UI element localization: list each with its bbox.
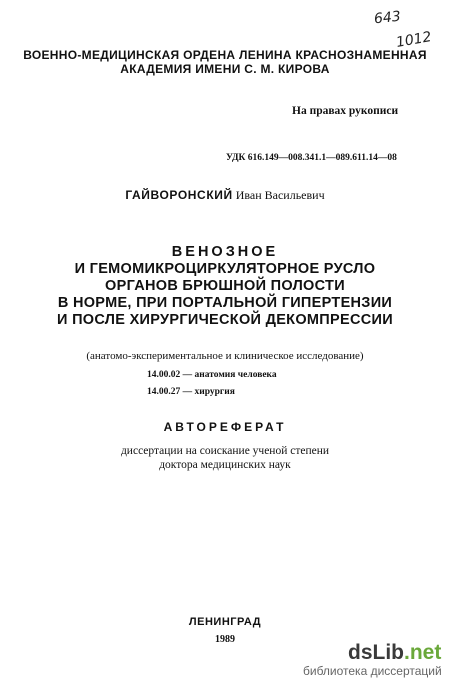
title-line: В НОРМЕ, ПРИ ПОРТАЛЬНОЙ ГИПЕРТЕНЗИИ (57, 295, 393, 311)
study-type: (анатомо-экспериментальное и клиническое исследование) (86, 350, 364, 362)
institution-name (0, 48, 450, 76)
title-line: И ГЕМОМИКРОЦИРКУЛЯТОРНОЕ РУСЛО (74, 261, 376, 277)
udk-code: УДК 616.149—008.341.1—089.611.14—08 (226, 153, 397, 163)
handwritten-note-number: 643 (373, 8, 402, 28)
specialty-line: 14.00.27 — хирургия (147, 387, 235, 397)
watermark-tagline: библиотека диссертаций (303, 664, 442, 678)
author-name: Иван Васильевич (235, 188, 325, 202)
document-type: АВТОРЕФЕРАТ (163, 420, 287, 434)
degree-line: диссертации на соискание ученой степени (120, 445, 330, 457)
degree-line: доктора медицинских наук (159, 459, 291, 471)
dissertation-title (0, 244, 450, 329)
title-line: ОРГАНОВ БРЮШНОЙ ПОЛОСТИ (105, 278, 345, 294)
institution-line: АКАДЕМИЯ ИМЕНИ С. М. КИРОВА (120, 62, 330, 76)
author (0, 188, 450, 203)
title-line: И ПОСЛЕ ХИРУРГИЧЕСКОЙ ДЕКОМПРЕССИИ (57, 312, 393, 328)
institution-line: ВОЕННО-МЕДИЦИНСКАЯ ОРДЕНА ЛЕНИНА КРАСНОЗНАМЕННАЯ (23, 48, 427, 62)
rights-notice: На правах рукописи (292, 105, 399, 117)
year: 1989 (215, 634, 235, 645)
title-line: ВЕНОЗНОЕ (171, 244, 279, 260)
logo-text: dsLib (348, 641, 404, 664)
city: ЛЕНИНГРАД (188, 616, 262, 628)
logo-domain: .net (404, 641, 442, 664)
degree-info (0, 444, 450, 472)
author-surname: ГАЙВОРОНСКИЙ (125, 188, 233, 202)
dslib-logo (348, 641, 441, 665)
handwritten-note-fraction: 1012 (394, 29, 433, 51)
specialty-line: 14.00.02 — анатомия человека (147, 370, 277, 380)
